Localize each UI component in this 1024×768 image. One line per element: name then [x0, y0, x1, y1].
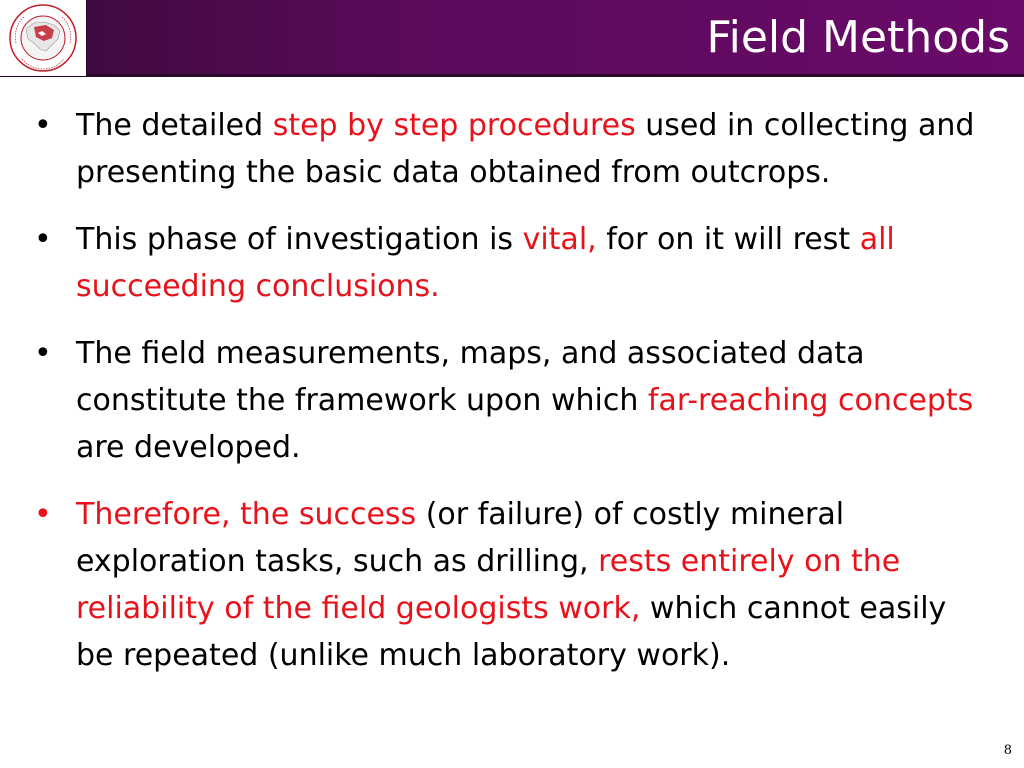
bullet-item	[34, 216, 984, 310]
bullet-text: are developed.	[76, 430, 301, 465]
bullet-item	[34, 491, 984, 679]
highlighted-text: rests entirely on the reliability of the field geologists work,	[76, 544, 901, 626]
bullet-text: which cannot easily be repeated (unlike much laboratory work).	[76, 591, 947, 673]
bullet-marker-icon: •	[34, 336, 52, 371]
bullet-text: for on it will rest	[596, 222, 860, 257]
bullet-text: used in collecting and presenting the basic data obtained from outcrops.	[76, 108, 975, 190]
bullet-text: This phase of investigation is	[76, 222, 523, 257]
bullet-text: The detailed	[76, 108, 273, 143]
bullet-item	[34, 102, 984, 196]
title-bar-rule	[0, 74, 1024, 77]
logo	[0, 0, 87, 76]
bullet-marker-icon: •	[34, 497, 52, 532]
highlighted-text: vital,	[522, 222, 597, 257]
bullet-text: (or failure) of costly mineral exploration tasks, such as drilling,	[76, 497, 845, 579]
bullet-marker-icon: •	[34, 108, 52, 143]
highlighted-text: all succeeding conclusions.	[76, 222, 895, 304]
bullet-item	[34, 330, 984, 471]
bullet-list	[34, 102, 984, 699]
highlighted-text: Therefore, the success	[76, 497, 417, 532]
research-centre-seal-icon	[4, 3, 82, 73]
highlighted-text: far-reaching concepts	[647, 383, 974, 418]
slide-title: Field Methods	[706, 12, 1010, 63]
page-number: 8	[1003, 743, 1012, 758]
bullet-text: The field measurements, maps, and associated data constitute the framework upon which	[76, 336, 865, 418]
bullet-marker-icon: •	[34, 222, 52, 257]
highlighted-text: step by step procedures	[272, 108, 636, 143]
